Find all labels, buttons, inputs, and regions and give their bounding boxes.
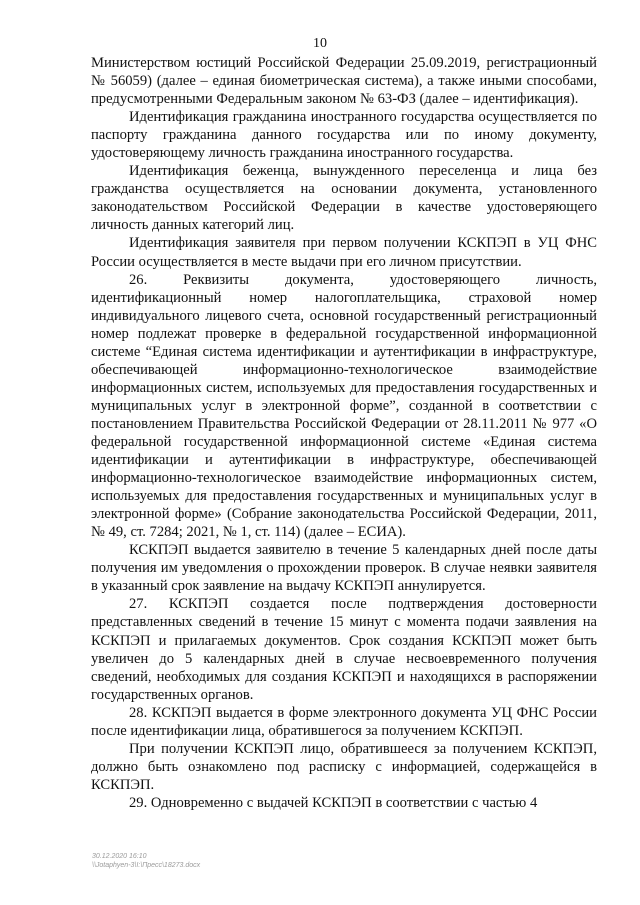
file-footer: [92, 852, 200, 870]
paragraph-3: Идентификация беженца, вынужденного переселенца и лица без гражданства осуществляется на основании документа, установленного законодательством Российской Федерации в качестве удостоверяющего личность данных категорий лиц.: [91, 163, 597, 234]
footer-file-path: \\Jotaphyen-3\I:\Пресс\18273.docx: [92, 862, 201, 869]
paragraph-4: Идентификация заявителя при первом получении КСКПЭП в УЦ ФНС России осуществляется в месте выдачи при его личном присутствии.: [91, 235, 597, 270]
paragraph-10: 29. Одновременно с выдачей КСКПЭП в соответствии с частью 4: [129, 794, 538, 811]
paragraph-1: Министерством юстиций Российской Федерации 25.09.2019, регистрационный № 56059) (далее – единая биометрическая система), а также иными способами, предусмотренными Федеральным законом № 63-ФЗ (далее – идентификация).: [91, 55, 597, 108]
paragraph-5: 26. Реквизиты документа, удостоверяющего личность, идентификационный номер налогоплательщика, страховой номер индивидуального лицевого счета, основной государственный регистрационный номер подлежат проверке в федеральной государственной информационной системе “Единая система идентификации и аутентификации в инфраструктуре, обеспечивающей информационно-технологическое взаимодействие информационных систем, используемых для предоставления государственных и муниципальных услуг в электронной форме”, созданной в соответствии с постановлением Правительства Российской Федерации от 28.11.2011 № 977 «О федеральной государственной информационной системе «Единая система идентификации и аутентификации в инфраструктуре, обеспечивающей информационно-технологическое взаимодействие информационных систем, используемых для предоставления государственных и муниципальных услуг в электронной форме» (Собрание законодательства Российской Федерации, 2011, № 49, ст. 7284; 2021, № 1, ст. 114) (далее – ЕСИА).: [91, 271, 597, 541]
paragraph-8: 28. КСКПЭП выдается в форме электронного документа УЦ ФНС России после идентификации лица, обратившегося за получением КСКПЭП.: [91, 704, 597, 739]
paragraph-9: При получении КСКПЭП лицо, обратившееся за получением КСКПЭП, должно быть ознакомлено под расписку с информацией, содержащейся в КСКПЭП.: [91, 740, 597, 793]
page-number: 10: [313, 36, 327, 51]
paragraph-6: КСКПЭП выдается заявителю в течение 5 календарных дней после даты получения им уведомления о прохождении проверок. В случае неявки заявителя в указанный срок заявление на выдачу КСКПЭП аннулируется.: [91, 542, 597, 595]
paragraph-7: 27. КСКПЭП создается после подтверждения достоверности представленных сведений в течение 15 минут с момента подачи заявления на КСКПЭП и прилагаемых документов. Срок создания КСКПЭП может быть увеличен до 5 календарных дней в случае несвоевременного получения сведений, необходимых для создания КСКПЭП и находящихся в распоряжении государственных органов.: [91, 596, 597, 703]
footer-timestamp: 30.12.2020 16:10: [92, 853, 147, 860]
document-body: [91, 54, 597, 812]
paragraph-2: Идентификация гражданина иностранного государства осуществляется по паспорту гражданина данного государства или по иному документу, удостоверяющему личность гражданина иностранного государства.: [91, 109, 597, 162]
